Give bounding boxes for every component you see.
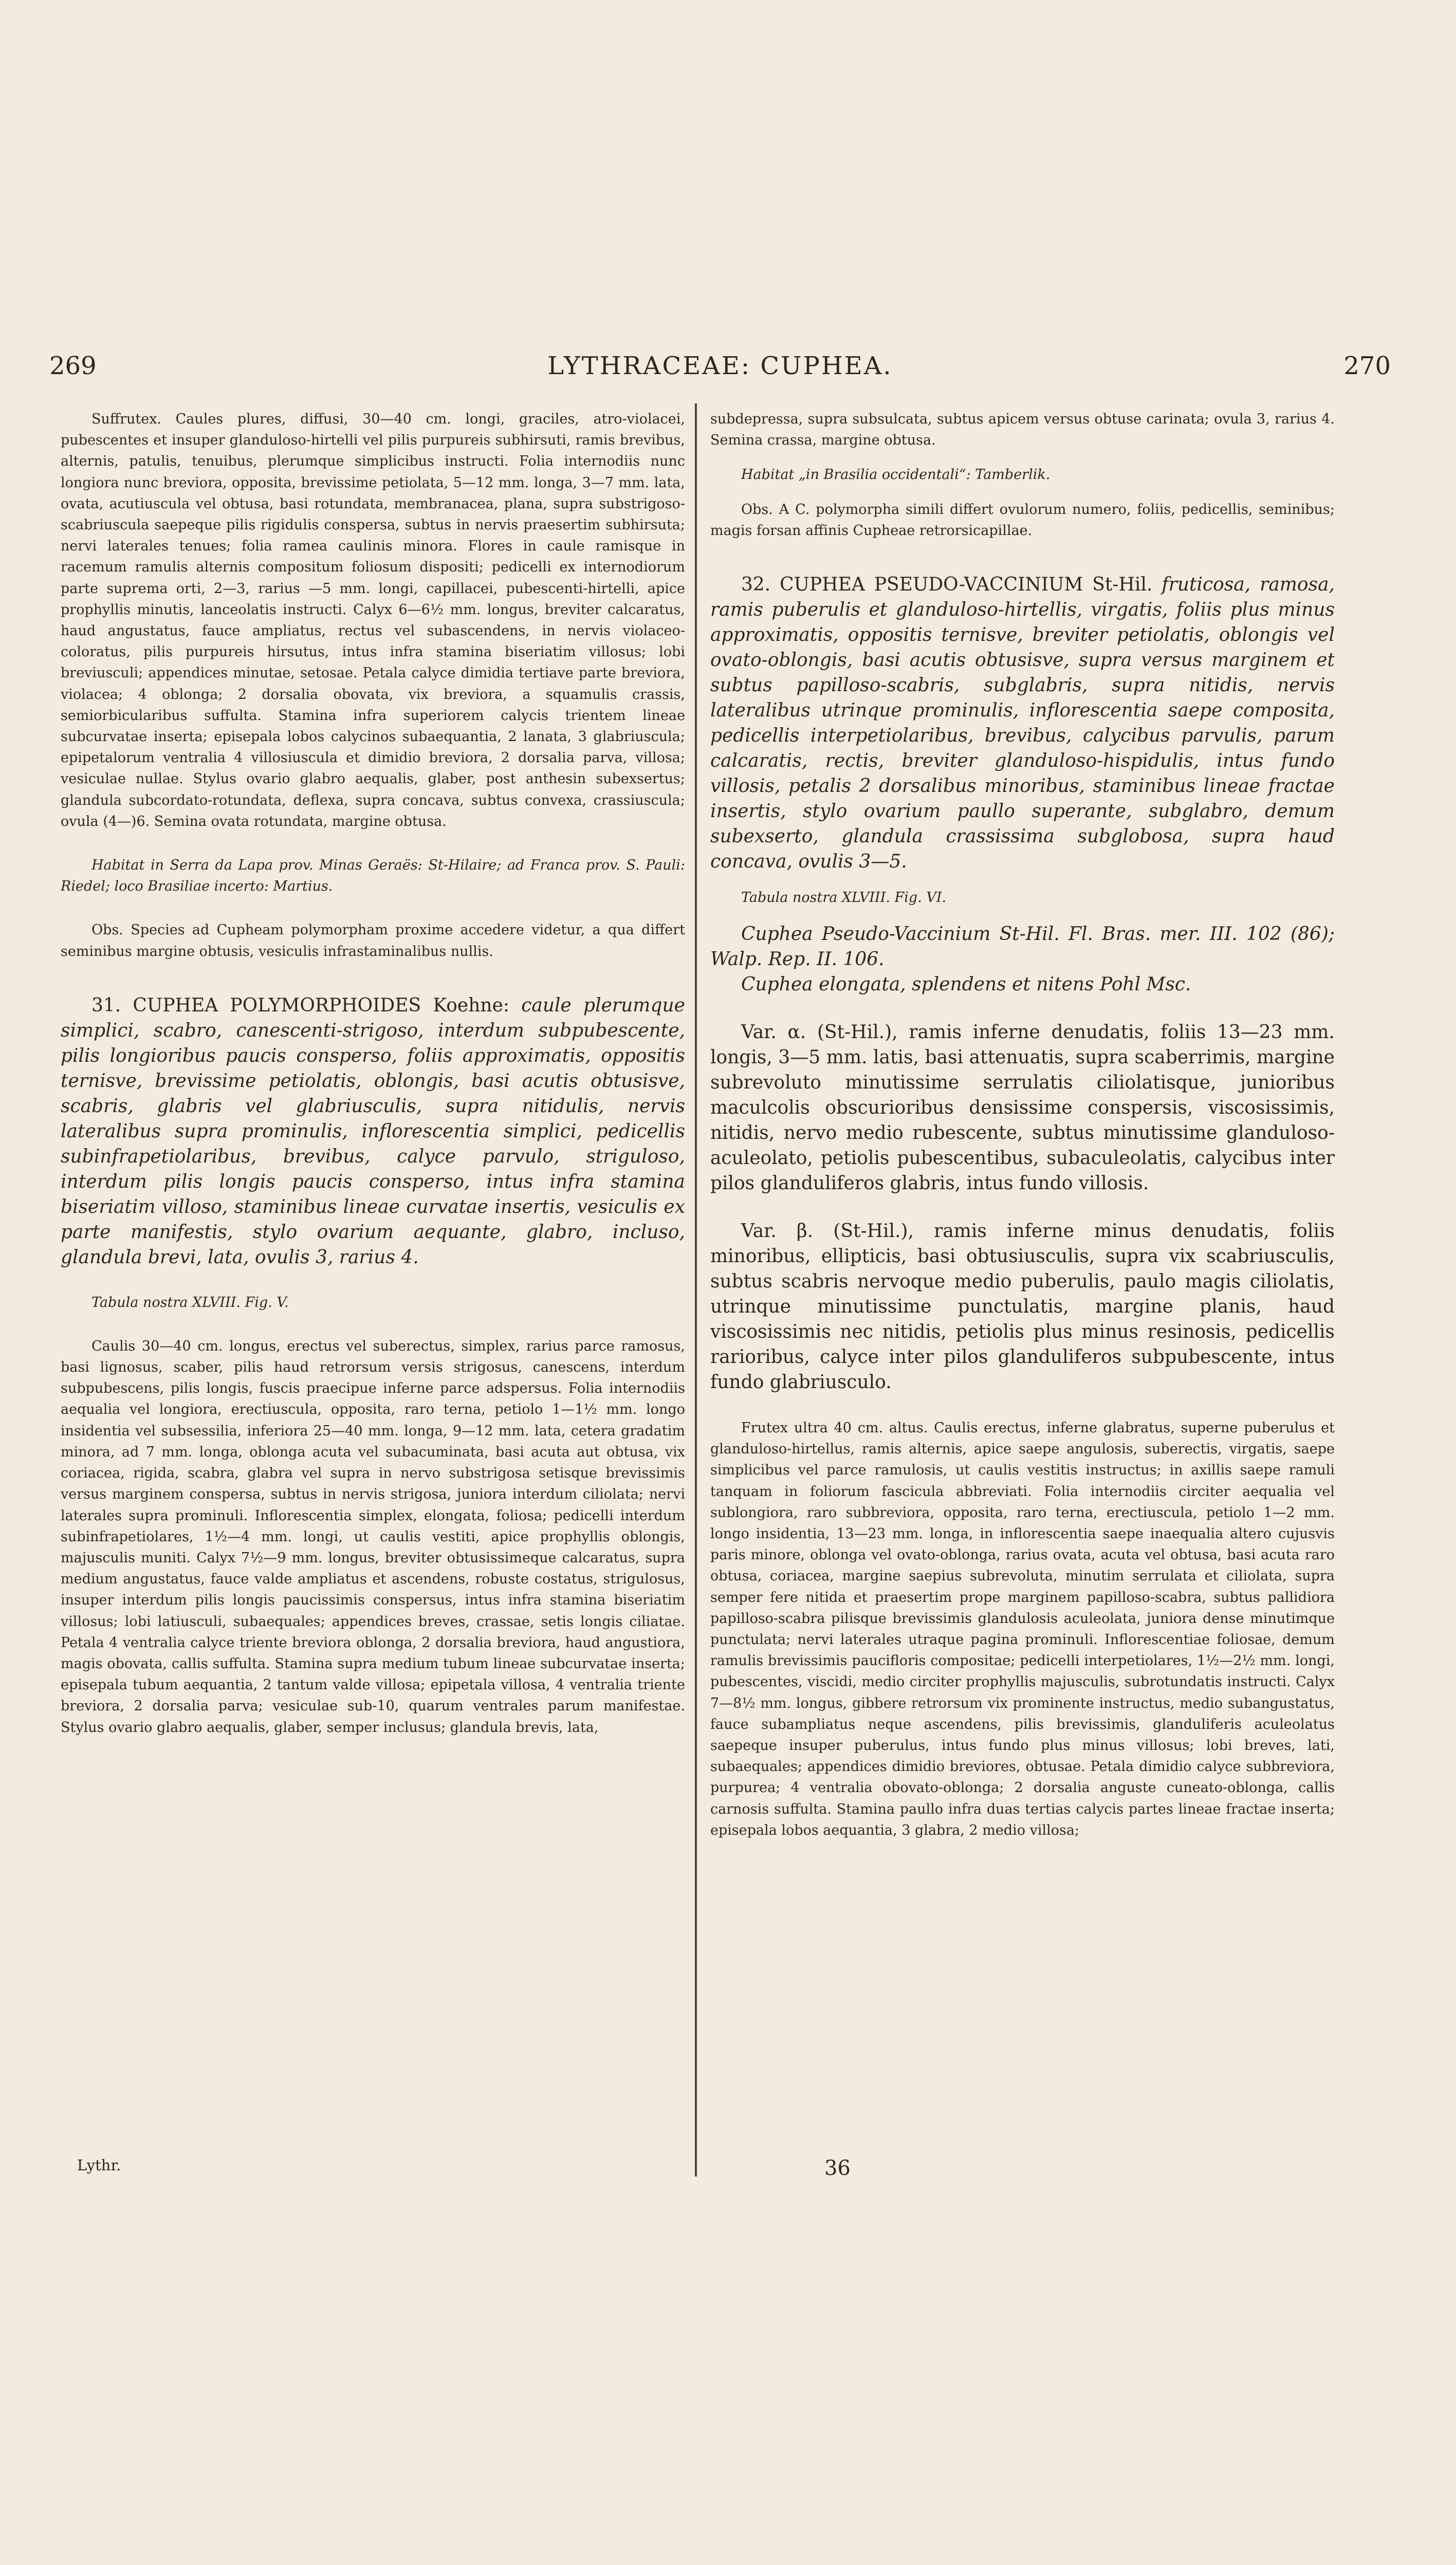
page-number-left: 269 <box>49 352 97 380</box>
description-paragraph: Suffrutex. Caules plures, diffusi, 30—40 cm. longi, graciles, atro-violacei, pubescentes et insuper glanduloso-hirtelli vel pilis purpureis subhirsuti, ramis brevibus, alternis, patulis, tenuibus, plerumque simplicibus instructi. Folia internodiis nunc longiora nunc breviora, opposita, brevissime petiolata, 5—12 mm. longa, 3—7 mm. lata, ovata, acutiuscula vel obtusa, basi rotundata, membranacea, plana, supra substrigoso-scabriuscula saepeque pilis rigidulis conspersa, subtus in nervis praesertim subhirsuta; nervi laterales tenues; folia ramea caulinis minora. Flores in caule ramisque in racemum ramulis alternis compositum foliosum dispositi; pedicelli ex internodiorum parte suprema orti, 2—3, rarius —5 mm. longi, capillacei, pubescenti-hirtelli, apice prophyllis minutis, lanceolatis instructi. Calyx 6—6½ mm. longus, breviter calcaratus, haud angustatus, fauce ampliatus, rectus vel subascendens, in nervis violaceo-coloratus, pilis purpureis hirsutus, intus infra stamina biseriatim villosus; lobi breviusculi; appendices minutae, setosae. Petala calyce dimidia tertiave parte breviora, violacea; 4 oblonga; 2 dorsalia obovata, vix breviora, a squamulis crassis, semiorbicularibus suffulta. Stamina infra superiorem calycis trientem lineae subcurvatae inserta; episepala lobos calycinos subaequantia, 2 lanata, 3 glabriuscula; epipetalorum ventralia 4 villosiuscula et dimidio breviora, 2 dorsalia parva, villosa; vesiculae nullae. Stylus ovario glabro aequalis, glaber, post anthesin subexsertus; glandula subcordato-rotundata, deflexa, supra concava, subtus convexa, crassiuscula; ovula (4—)6. Semina ovata rotundata, margine obtusa. <box>61 411 685 829</box>
species-31-diagnosis <box>61 993 685 1270</box>
description-continuation: subdepressa, supra subsulcata, subtus apicem versus obtuse carinata; ovula 3, rarius 4. Semina crassa, margine obtusa. <box>710 411 1335 449</box>
species-32-diagnosis <box>710 572 1335 874</box>
left-column <box>61 409 685 1738</box>
habitat-note: Habitat in Serra da Lapa prov. Minas Geraës: St-Hilaire; ad Franca prov. S. Pauli: Riedel; loco Brasiliae incerto: Martius. <box>61 857 685 895</box>
synonym-2: Cuphea elongata, splendens et nitens Pohl Msc. <box>741 974 1191 995</box>
variety-beta: Var. β. (St-Hil.), ramis inferne minus denudatis, foliis minoribus, ellipticis, basi obtusiusculis, supra vix scabriusculis, subtus scabris nervoque medio puberulis, paulo magis ciliolatis, utrinque minutissime punctulatis, margine planis, haud viscosissimis nec nitidis, petiolis plus minus resinosis, pedicellis rarioribus, calyce inter pilos glanduliferos subpubescente, intus fundo glabriusculo. <box>710 1221 1335 1393</box>
habitat-note-31: Habitat „in Brasilia occidentali“: Tamberlik. <box>741 467 1050 483</box>
species-32-heading: 32. CUPHEA PSEUDO-VACCINIUM St-Hil. <box>741 574 1153 596</box>
sheet-number: 36 <box>824 2156 851 2180</box>
page-header <box>49 352 1391 387</box>
column-divider <box>695 403 697 2176</box>
synonym-1: Cuphea Pseudo-Vaccinium St-Hil. Fl. Bras. mer. III. 102 (86); Walp. Rep. II. 106. <box>710 924 1335 970</box>
variety-alpha: Var. α. (St-Hil.), ramis inferne denudatis, foliis 13—23 mm. longis, 3—5 mm. latis, basi attenuatis, supra scaberrimis, margine subrevoluto minutissime serrulatis ciliolatisque, junioribus maculcolis obscurioribus densissime conspersis, viscosissimis, nitidis, nervo medio rubescente, subtus minutissime glanduloso-aculeolato, petiolis pubescentibus, subaculeolatis, calycibus inter pilos glanduliferos glabris, intus fundo villosis. <box>710 1022 1335 1194</box>
observation-note-31: Obs. A C. polymorpha simili differt ovulorum numero, foliis, pedicellis, seminibus; magis forsan affinis Cupheae retrorsicapillae. <box>710 501 1335 539</box>
species-31-heading: 31. CUPHEA POLYMORPHOIDES Koehne: <box>91 994 510 1016</box>
page-number-right: 270 <box>1343 352 1391 380</box>
running-title: LYTHRACEAE: CUPHEA. <box>547 352 893 380</box>
description-paragraph-31: Caulis 30—40 cm. longus, erectus vel suberectus, simplex, rarius parce ramosus, basi lignosus, scaber, pilis haud retrorsum versis strigosus, canescens, interdum subpubescens, pilis longis, fuscis praecipue inferne parce adspersus. Folia internodiis aequalia vel longiora, erectiuscula, opposita, raro terna, petiolo 1—1½ mm. longo insidentia vel subsessilia, inferiora 25—40 mm. longa, 9—12 mm. lata, cetera gradatim minora, ad 7 mm. longa, oblonga acuta vel subacuminata, basi acuta aut obtusa, vix coriacea, rigida, scabra, glabra vel supra in nervo substrigosa setisque brevissimis versus marginem conspersa, subtus in nervis strigosa, juniora interdum ciliolata; nervi laterales supra prominuli. Inflorescentia simplex, elongata, foliosa; pedicelli interdum subinfrapetiolares, 1½—4 mm. longi, ut caulis vestiti, apice prophyllis oblongis, majusculis muniti. Calyx 7½—9 mm. longus, breviter obtusissimeque calcaratus, supra medium angustatus, fauce valde ampliatus et ascendens, robuste costatus, strigulosus, insuper interdum pilis longis paucissimis conspersus, intus infra stamina biseriatim villosus; lobi latiusculi, subaequales; appendices breves, crassae, setis longis ciliatae. Petala 4 ventralia calyce triente breviora oblonga, 2 dorsalia breviora, haud angustiora, magis obovata, callis suffulta. Stamina supra medium tubum lineae subcurvatae inserta; episepala tubum aequantia, 2 tantum valde villosa; epipetala villosa, 4 ventralia triente breviora, 2 dorsalia parva; vesiculae sub-10, quarum ventrales parum manifestae. Stylus ovario glabro aequalis, glaber, semper inclusus; glandula brevis, lata, <box>61 1338 685 1736</box>
plate-reference-32: Tabula nostra XLVIII. Fig. VI. <box>741 890 947 906</box>
description-paragraph-32: Frutex ultra 40 cm. altus. Caulis erectus, inferne glabratus, superne puberulus et glanduloso-hirtellus, ramis alternis, apice saepe angulosis, suberectis, virgatis, saepe simplicibus vel parce ramulosis, ut caulis vestitis instructus; in axillis saepe ramuli tanquam in foliorum fascicula abbreviati. Folia internodiis circiter aequalia vel sublongiora, raro subbreviora, opposita, raro terna, erectiuscula, petiolo 1—2 mm. longo insidentia, 13—23 mm. longa, in inflorescentia saepe inaequalia altero cujusvis paris minore, oblonga vel ovato-oblonga, rarius ovata, acuta vel obtusa, basi acuta raro obtusa, coriacea, margine saepius subrevoluta, minutim serrulata et ciliolata, supra semper fere nitida et praesertim prope marginem papilloso-scabra, subtus pallidiora papilloso-scabra pilisque brevissimis glandulosis aculeolata, juniora dense minutimque punctulata; nervi laterales utraque pagina prominuli. Inflorescentiae foliosae, demum ramulis brevissimis paucifloris compositae; pedicelli interpetiolares, 1½—2½ mm. longi, pubescentes, viscidi, medio circiter prophyllis majusculis, subrotundatis instructi. Calyx 7—8½ mm. longus, gibbere retrorsum vix prominente instructus, medio subangustatus, fauce subampliatus neque ascendens, pilis brevissimis, glanduliferis aculeolatus saepeque insuper puberulus, intus fundo plus minus villosus; lobi breves, lati, subaequales; appendices dimidio breviores, obtusae. Petala dimidio calyce subbreviora, purpurea; 4 ventralia obovato-oblonga; 2 dorsalia anguste cuneato-oblonga, callis carnosis suffulta. Stamina paullo infra duas tertias calycis partes lineae fractae inserta; episepala lobos aequantia, 3 glabra, 2 medio villosa; <box>710 1420 1335 1838</box>
plate-reference: Tabula nostra XLVIII. Fig. V. <box>91 1294 289 1311</box>
signature-mark: Lythr. <box>77 2156 121 2174</box>
observation-note: Obs. Species ad Cupheam polymorpham proxime accedere videtur, a qua differt seminibus margine obtusis, vesiculis infrastaminalibus nullis. <box>61 922 685 959</box>
right-column <box>710 409 1335 1841</box>
species-31-body: caule plerumque simplici, scabro, canescenti-strigoso, interdum subpubescente, pilis longioribus paucis consperso, foliis approximatis, oppositis ternisve, brevissime petiolatis, oblongis, basi acutis obtusisve, scabris, glabris vel glabriusculis, supra nitidulis, nervis lateralibus supra prominulis, inflorescentia simplici, pedicellis subinfrapetiolaribus, brevibus, calyce parvulo, striguloso, interdum pilis longis paucis consperso, intus infra stamina biseriatim villoso, staminibus lineae curvatae insertis, vesiculis ex parte manifestis, stylo ovarium aequante, glabro, incluso, glandula brevi, lata, ovulis 3, rarius 4. <box>61 994 685 1268</box>
species-32-body: fruticosa, ramosa, ramis puberulis et glanduloso-hirtellis, virgatis, foliis plus minus approximatis, oppositis ternisve, breviter petiolatis, oblongis vel ovato-oblongis, basi acutis obtusisve, supra versus marginem et subtus papilloso-scabris, subglabris, supra nitidis, nervis lateralibus utrinque prominulis, inflorescentia saepe composita, pedicellis interpetiolaribus, brevibus, calycibus parvulis, parum calcaratis, rectis, breviter glanduloso-hispidulis, intus fundo villosis, petalis 2 dorsalibus minoribus, staminibus lineae fractae insertis, stylo ovarium paullo superante, subglabro, demum subexserto, glandula crassissima subglobosa, supra haud concava, ovulis 3—5. <box>710 574 1335 873</box>
